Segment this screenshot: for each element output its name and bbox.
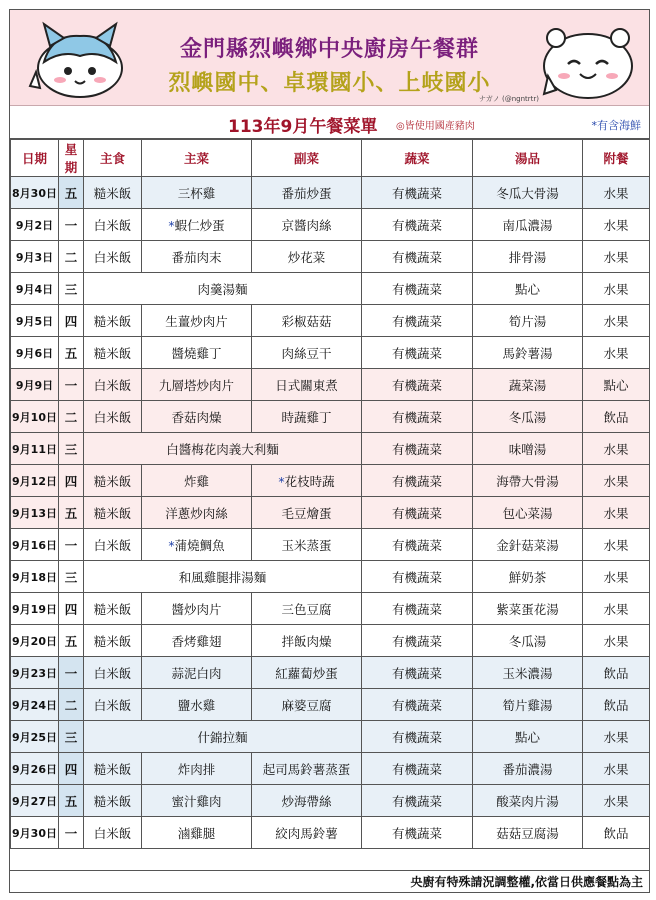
cell-date: 9月4日 bbox=[11, 273, 59, 305]
cell-staple: 白米飯 bbox=[84, 657, 142, 689]
header-banner bbox=[10, 10, 649, 106]
table-row bbox=[11, 401, 650, 433]
cell-date: 9月18日 bbox=[11, 561, 59, 593]
cell-extra: 水果 bbox=[583, 785, 650, 817]
cell-soup: 紫菜蛋花湯 bbox=[473, 593, 583, 625]
cell-weekday: 四 bbox=[59, 305, 84, 337]
cell-weekday: 三 bbox=[59, 273, 84, 305]
cell-soup: 蔬菜湯 bbox=[473, 369, 583, 401]
cell-date: 8月30日 bbox=[11, 177, 59, 209]
cell-weekday: 二 bbox=[59, 241, 84, 273]
cell-staple: 白米飯 bbox=[84, 241, 142, 273]
table-row bbox=[11, 785, 650, 817]
cell-main-dish bbox=[142, 657, 252, 689]
cell-staple: 白米飯 bbox=[84, 817, 142, 849]
cell-main-dish bbox=[142, 241, 252, 273]
seafood-marker: * bbox=[278, 473, 285, 489]
cell-vegetable: 有機蔬菜 bbox=[362, 305, 473, 337]
cell-extra: 水果 bbox=[583, 465, 650, 497]
table-row bbox=[11, 529, 650, 561]
column-header-main-dish: 主菜 bbox=[142, 140, 252, 177]
cell-date: 9月30日 bbox=[11, 817, 59, 849]
cell-side-dish bbox=[252, 785, 362, 817]
cell-staple: 糙米飯 bbox=[84, 753, 142, 785]
cell-extra: 水果 bbox=[583, 529, 650, 561]
side-dish-label: 拌飯肉燥 bbox=[281, 633, 332, 649]
cell-vegetable: 有機蔬菜 bbox=[362, 177, 473, 209]
main-dish-label: 九層塔炒肉片 bbox=[158, 377, 234, 393]
cell-vegetable: 有機蔬菜 bbox=[362, 401, 473, 433]
seafood-marker: * bbox=[168, 537, 175, 553]
cell-extra: 水果 bbox=[583, 273, 650, 305]
cell-noodle-meal: 和風雞腿排湯麵 bbox=[84, 561, 362, 593]
side-dish-label: 起司馬鈴薯蒸蛋 bbox=[262, 761, 351, 777]
main-dish-label: 洋蔥炒肉絲 bbox=[165, 505, 228, 521]
cell-side-dish bbox=[252, 689, 362, 721]
cell-noodle-meal: 白醬梅花肉義大利麵 bbox=[84, 433, 362, 465]
cell-side-dish bbox=[252, 593, 362, 625]
lunch-menu-table bbox=[10, 139, 650, 849]
table-row bbox=[11, 497, 650, 529]
cell-soup: 南瓜濃湯 bbox=[473, 209, 583, 241]
cell-staple: 糙米飯 bbox=[84, 465, 142, 497]
main-dish-label: 香烤雞翅 bbox=[171, 633, 222, 649]
main-dish-label: 三杯雞 bbox=[177, 185, 216, 201]
table-row bbox=[11, 593, 650, 625]
table-row bbox=[11, 241, 650, 273]
table-row bbox=[11, 337, 650, 369]
cell-weekday: 五 bbox=[59, 785, 84, 817]
cell-date: 9月24日 bbox=[11, 689, 59, 721]
cell-extra: 水果 bbox=[583, 497, 650, 529]
menu-title: 113年9月午餐菜單 bbox=[228, 117, 378, 137]
cell-date: 9月3日 bbox=[11, 241, 59, 273]
cell-vegetable: 有機蔬菜 bbox=[362, 529, 473, 561]
cell-vegetable: 有機蔬菜 bbox=[362, 369, 473, 401]
cell-main-dish bbox=[142, 785, 252, 817]
page-title: 金門縣烈嶼鄉中央廚房午餐群 bbox=[179, 37, 479, 62]
cell-soup: 點心 bbox=[473, 273, 583, 305]
seafood-marker: * bbox=[168, 217, 175, 233]
cell-main-dish bbox=[142, 465, 252, 497]
cell-date: 9月11日 bbox=[11, 433, 59, 465]
cell-staple: 糙米飯 bbox=[84, 625, 142, 657]
cell-weekday: 五 bbox=[59, 625, 84, 657]
side-dish-label: 玉米蒸蛋 bbox=[281, 537, 332, 553]
cell-side-dish bbox=[252, 657, 362, 689]
cell-soup: 包心菜湯 bbox=[473, 497, 583, 529]
cell-vegetable: 有機蔬菜 bbox=[362, 433, 473, 465]
cell-main-dish bbox=[142, 529, 252, 561]
table-row bbox=[11, 465, 650, 497]
column-header-vegetable: 蔬菜 bbox=[362, 140, 473, 177]
cell-soup: 冬瓜湯 bbox=[473, 625, 583, 657]
cell-vegetable: 有機蔬菜 bbox=[362, 497, 473, 529]
cell-side-dish bbox=[252, 465, 362, 497]
cell-extra: 飲品 bbox=[583, 657, 650, 689]
side-dish-label: 炒花菜 bbox=[287, 249, 326, 265]
cell-noodle-meal: 什錦拉麵 bbox=[84, 721, 362, 753]
cell-side-dish bbox=[252, 753, 362, 785]
main-dish-label: 生薑炒肉片 bbox=[165, 313, 228, 329]
cell-extra: 水果 bbox=[583, 177, 650, 209]
cell-soup: 金針菇菜湯 bbox=[473, 529, 583, 561]
cell-soup: 味噌湯 bbox=[473, 433, 583, 465]
cell-side-dish bbox=[252, 305, 362, 337]
side-dish-label: 番茄炒蛋 bbox=[281, 185, 332, 201]
cell-main-dish bbox=[142, 753, 252, 785]
cell-main-dish bbox=[142, 593, 252, 625]
cell-main-dish bbox=[142, 497, 252, 529]
cell-soup: 番茄濃湯 bbox=[473, 753, 583, 785]
cell-side-dish bbox=[252, 401, 362, 433]
cell-side-dish bbox=[252, 497, 362, 529]
cell-soup: 筍片雞湯 bbox=[473, 689, 583, 721]
side-dish-label: 彩椒菇菇 bbox=[281, 313, 332, 329]
side-dish-label: 肉絲豆干 bbox=[281, 345, 332, 361]
cell-date: 9月10日 bbox=[11, 401, 59, 433]
cell-side-dish bbox=[252, 369, 362, 401]
cell-main-dish bbox=[142, 305, 252, 337]
column-header-soup: 湯品 bbox=[473, 140, 583, 177]
cell-side-dish bbox=[252, 817, 362, 849]
column-header-extra: 附餐 bbox=[583, 140, 650, 177]
cell-vegetable: 有機蔬菜 bbox=[362, 465, 473, 497]
table-row bbox=[11, 561, 650, 593]
cell-staple: 白米飯 bbox=[84, 369, 142, 401]
cell-date: 9月13日 bbox=[11, 497, 59, 529]
cell-main-dish bbox=[142, 689, 252, 721]
cell-weekday: 三 bbox=[59, 433, 84, 465]
seafood-legend: *有含海鮮 bbox=[591, 119, 641, 132]
table-row bbox=[11, 817, 650, 849]
column-header-side-dish: 副菜 bbox=[252, 140, 362, 177]
cell-weekday: 一 bbox=[59, 209, 84, 241]
cell-soup: 馬鈴薯湯 bbox=[473, 337, 583, 369]
cell-date: 9月19日 bbox=[11, 593, 59, 625]
cell-date: 9月25日 bbox=[11, 721, 59, 753]
cell-extra: 點心 bbox=[583, 369, 650, 401]
cell-vegetable: 有機蔬菜 bbox=[362, 561, 473, 593]
cell-extra: 水果 bbox=[583, 561, 650, 593]
cell-date: 9月26日 bbox=[11, 753, 59, 785]
cell-staple: 糙米飯 bbox=[84, 497, 142, 529]
cell-date: 9月5日 bbox=[11, 305, 59, 337]
cell-date: 9月20日 bbox=[11, 625, 59, 657]
table-row bbox=[11, 657, 650, 689]
cell-soup: 玉米濃湯 bbox=[473, 657, 583, 689]
cell-main-dish bbox=[142, 177, 252, 209]
side-dish-label: 京醬肉絲 bbox=[281, 217, 332, 233]
cell-date: 9月6日 bbox=[11, 337, 59, 369]
cell-soup: 酸菜肉片湯 bbox=[473, 785, 583, 817]
cell-vegetable: 有機蔬菜 bbox=[362, 241, 473, 273]
cell-main-dish bbox=[142, 209, 252, 241]
table-row bbox=[11, 177, 650, 209]
cell-soup: 筍片湯 bbox=[473, 305, 583, 337]
column-header-weekday: 星期 bbox=[59, 140, 84, 177]
cell-side-dish bbox=[252, 625, 362, 657]
cell-soup: 海帶大骨湯 bbox=[473, 465, 583, 497]
cell-staple: 糙米飯 bbox=[84, 785, 142, 817]
cell-vegetable: 有機蔬菜 bbox=[362, 753, 473, 785]
cell-main-dish bbox=[142, 625, 252, 657]
cell-date: 9月16日 bbox=[11, 529, 59, 561]
main-dish-label: 蒜泥白肉 bbox=[171, 665, 222, 681]
table-row bbox=[11, 721, 650, 753]
main-dish-label: 炸肉排 bbox=[177, 761, 216, 777]
table-body bbox=[11, 177, 650, 849]
cell-weekday: 三 bbox=[59, 721, 84, 753]
cell-staple: 糙米飯 bbox=[84, 305, 142, 337]
cell-vegetable: 有機蔬菜 bbox=[362, 337, 473, 369]
cell-extra: 水果 bbox=[583, 241, 650, 273]
cell-vegetable: 有機蔬菜 bbox=[362, 785, 473, 817]
cell-side-dish bbox=[252, 177, 362, 209]
cell-vegetable: 有機蔬菜 bbox=[362, 689, 473, 721]
cell-vegetable: 有機蔬菜 bbox=[362, 817, 473, 849]
cell-vegetable: 有機蔬菜 bbox=[362, 273, 473, 305]
side-dish-label: 時蔬雞丁 bbox=[281, 409, 332, 425]
side-dish-label: 花枝時蔬 bbox=[284, 473, 335, 489]
side-dish-label: 炒海帶絲 bbox=[281, 793, 332, 809]
cell-weekday: 二 bbox=[59, 401, 84, 433]
cell-weekday: 一 bbox=[59, 529, 84, 561]
table-row bbox=[11, 433, 650, 465]
cell-soup: 排骨湯 bbox=[473, 241, 583, 273]
menu-title-bar bbox=[10, 106, 649, 139]
menu-sheet bbox=[9, 9, 650, 893]
footer-note: 央廚有特殊請況調整權,依當日供應餐點為主 bbox=[10, 870, 649, 892]
cell-extra: 水果 bbox=[583, 593, 650, 625]
cell-vegetable: 有機蔬菜 bbox=[362, 209, 473, 241]
main-dish-label: 炸雞 bbox=[183, 473, 209, 489]
side-dish-label: 紅蘿蔔炒蛋 bbox=[275, 665, 338, 681]
cell-weekday: 五 bbox=[59, 337, 84, 369]
cell-staple: 白米飯 bbox=[84, 209, 142, 241]
cell-extra: 水果 bbox=[583, 209, 650, 241]
cell-weekday: 五 bbox=[59, 177, 84, 209]
cell-side-dish bbox=[252, 241, 362, 273]
cell-date: 9月12日 bbox=[11, 465, 59, 497]
cell-date: 9月2日 bbox=[11, 209, 59, 241]
table-row bbox=[11, 625, 650, 657]
main-dish-label: 滷雞腿 bbox=[177, 825, 216, 841]
cell-weekday: 三 bbox=[59, 561, 84, 593]
illustration-credit: ナガノ (@ngntrtr) bbox=[478, 95, 539, 103]
cell-side-dish bbox=[252, 209, 362, 241]
main-dish-label: 鹽水雞 bbox=[177, 697, 216, 713]
cell-main-dish bbox=[142, 369, 252, 401]
column-header-date: 日期 bbox=[11, 140, 59, 177]
cell-soup: 冬瓜湯 bbox=[473, 401, 583, 433]
cell-extra: 水果 bbox=[583, 625, 650, 657]
main-dish-label: 醬炒肉片 bbox=[171, 601, 222, 617]
main-dish-label: 蒲燒鯛魚 bbox=[174, 537, 225, 553]
cell-weekday: 一 bbox=[59, 657, 84, 689]
cell-soup: 冬瓜大骨湯 bbox=[473, 177, 583, 209]
page-subtitle-schools: 烈嶼國中、卓環國小、上岐國小 bbox=[168, 71, 491, 96]
cell-staple: 糙米飯 bbox=[84, 337, 142, 369]
table-row bbox=[11, 369, 650, 401]
cell-extra: 飲品 bbox=[583, 401, 650, 433]
cell-weekday: 一 bbox=[59, 369, 84, 401]
cell-vegetable: 有機蔬菜 bbox=[362, 657, 473, 689]
cell-weekday: 一 bbox=[59, 817, 84, 849]
side-dish-label: 日式關東煮 bbox=[275, 377, 338, 393]
column-header-staple: 主食 bbox=[84, 140, 142, 177]
cell-extra: 水果 bbox=[583, 433, 650, 465]
cell-vegetable: 有機蔬菜 bbox=[362, 593, 473, 625]
table-row bbox=[11, 753, 650, 785]
cell-date: 9月9日 bbox=[11, 369, 59, 401]
cell-staple: 白米飯 bbox=[84, 401, 142, 433]
cell-weekday: 四 bbox=[59, 593, 84, 625]
cell-soup: 菇菇豆腐湯 bbox=[473, 817, 583, 849]
cell-side-dish bbox=[252, 529, 362, 561]
cell-staple: 糙米飯 bbox=[84, 177, 142, 209]
pork-origin-note: ◎皆使用國產豬肉 bbox=[396, 121, 475, 132]
cell-main-dish bbox=[142, 817, 252, 849]
cell-staple: 白米飯 bbox=[84, 689, 142, 721]
cell-date: 9月27日 bbox=[11, 785, 59, 817]
table-header-row bbox=[11, 140, 650, 177]
cell-extra: 飲品 bbox=[583, 817, 650, 849]
main-dish-label: 醬燒雞丁 bbox=[171, 345, 222, 361]
cell-date: 9月23日 bbox=[11, 657, 59, 689]
cell-soup: 點心 bbox=[473, 721, 583, 753]
table-row bbox=[11, 209, 650, 241]
cell-weekday: 四 bbox=[59, 465, 84, 497]
chiikawa-mascot-illustration bbox=[530, 16, 640, 102]
cell-weekday: 二 bbox=[59, 689, 84, 721]
table-row bbox=[11, 689, 650, 721]
cell-main-dish bbox=[142, 401, 252, 433]
cell-main-dish bbox=[142, 337, 252, 369]
cell-extra: 水果 bbox=[583, 753, 650, 785]
table-row bbox=[11, 273, 650, 305]
side-dish-label: 三色豆腐 bbox=[281, 601, 332, 617]
cell-noodle-meal: 肉羹湯麵 bbox=[84, 273, 362, 305]
cell-extra: 飲品 bbox=[583, 689, 650, 721]
cell-soup: 鮮奶茶 bbox=[473, 561, 583, 593]
main-dish-label: 蜜汁雞肉 bbox=[171, 793, 222, 809]
cell-vegetable: 有機蔬菜 bbox=[362, 721, 473, 753]
cell-side-dish bbox=[252, 337, 362, 369]
main-dish-label: 蝦仁炒蛋 bbox=[174, 217, 225, 233]
main-dish-label: 香菇肉燥 bbox=[171, 409, 222, 425]
cell-weekday: 四 bbox=[59, 753, 84, 785]
cell-staple: 白米飯 bbox=[84, 529, 142, 561]
side-dish-label: 絞肉馬鈴薯 bbox=[275, 825, 338, 841]
table-row bbox=[11, 305, 650, 337]
side-dish-label: 麻婆豆腐 bbox=[281, 697, 332, 713]
cell-extra: 水果 bbox=[583, 337, 650, 369]
cell-weekday: 五 bbox=[59, 497, 84, 529]
main-dish-label: 番茄肉末 bbox=[171, 249, 222, 265]
cell-staple: 糙米飯 bbox=[84, 593, 142, 625]
cell-extra: 水果 bbox=[583, 305, 650, 337]
cell-vegetable: 有機蔬菜 bbox=[362, 625, 473, 657]
cell-extra: 水果 bbox=[583, 721, 650, 753]
side-dish-label: 毛豆燴蛋 bbox=[281, 505, 332, 521]
